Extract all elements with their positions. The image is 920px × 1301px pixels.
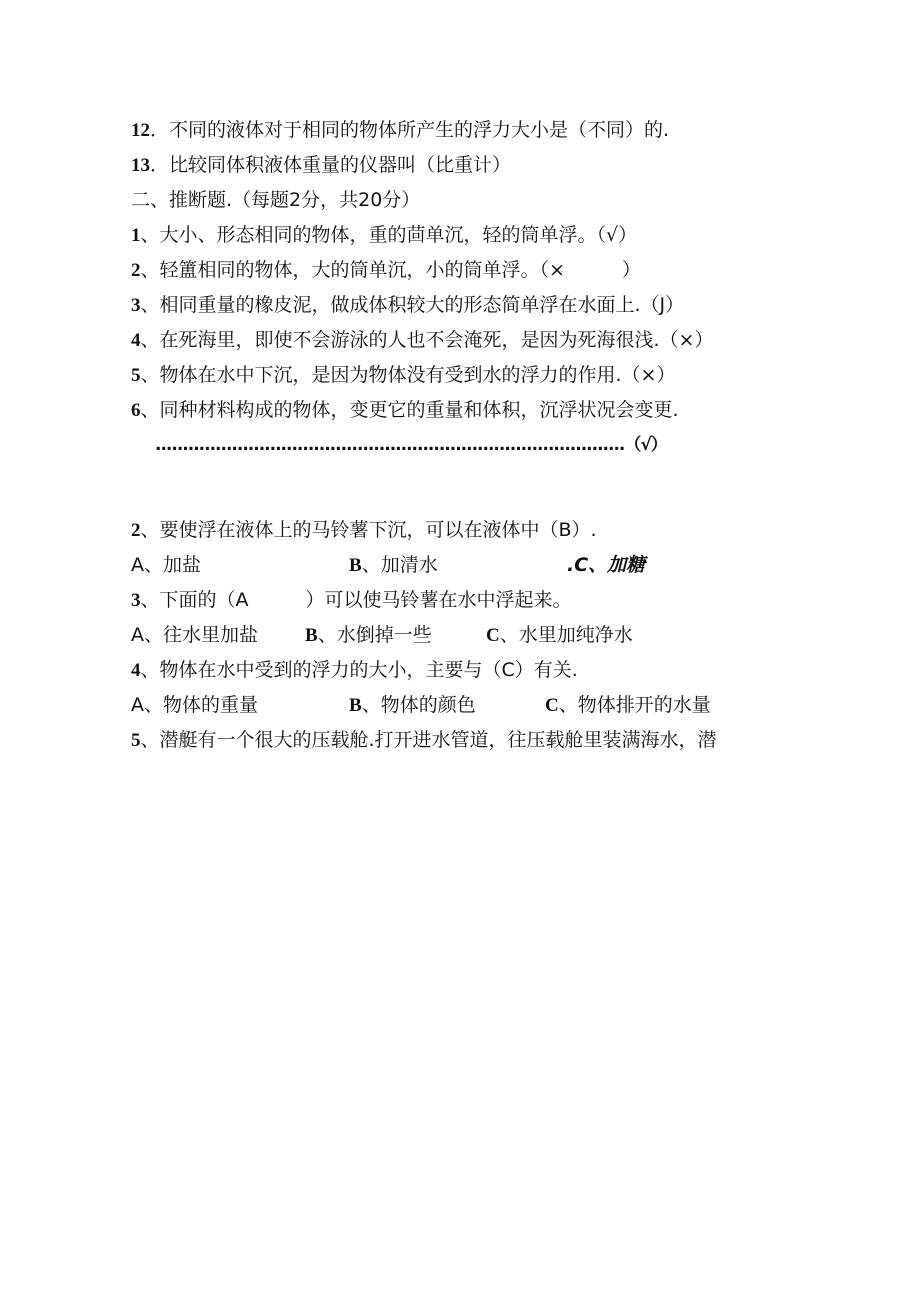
judge-item-4: [131, 327, 713, 354]
item-text: 、轻簠相同的物体，大的筒单沉，小的筒单浮。（× ）: [140, 259, 641, 281]
option-text: 、加清水: [361, 554, 438, 576]
fill-item-12: [131, 117, 669, 144]
option-letter: B: [305, 625, 318, 646]
item-number: 5: [131, 730, 141, 751]
item-number: 6: [131, 400, 141, 421]
item-number: 12: [131, 120, 150, 141]
option-text: 、物体的颜色: [361, 694, 476, 716]
item-text: 、潜艇有一个很大的压载舱.打开进水管道，往压载舱里装满海水，潜: [140, 729, 717, 751]
item-text: ．不同的液体对于相同的物体所产生的浮力大小是（不同）的.: [150, 119, 670, 141]
item-text: 、在死海里，即使不会游泳的人也不会淹死，是因为死海很浅.（×）: [140, 329, 714, 351]
option-c: [545, 692, 711, 719]
fill-item-13: [131, 152, 511, 179]
item-number: 5: [131, 365, 141, 386]
item-text: 、要使浮在液体上的马铃薯下沉，可以在液体中（B）.: [140, 519, 597, 541]
option-text: 、水倒掉一些: [317, 624, 432, 646]
option-letter: B: [349, 695, 362, 716]
choice-item-4: [131, 657, 578, 684]
judge-item-3: [131, 292, 684, 319]
item-text: ．比较同体积液体重量的仪器叫（比重计）: [150, 154, 512, 176]
item-number: 1: [131, 225, 141, 246]
item-number: 4: [131, 660, 141, 681]
judge-item-2: [131, 257, 641, 284]
item-number: 2: [131, 260, 141, 281]
option-b: [349, 552, 438, 579]
choice-item-3-options: [131, 622, 691, 648]
item-number: 4: [131, 330, 141, 351]
judge-item-1: [131, 222, 637, 249]
option-b: [349, 692, 476, 719]
option-b: [305, 622, 432, 649]
option-a: A、往水里加盐: [131, 624, 258, 646]
item-text: 、物体在水中受到的浮力的大小，主要与（C）有关.: [140, 659, 578, 681]
choice-item-4-options: [131, 692, 751, 718]
option-c: [486, 622, 633, 649]
judge-item-6-answer-leader: ......................................................................................（√）: [155, 435, 667, 455]
judge-item-5: [131, 362, 675, 389]
option-text: 、水里加纯净水: [499, 624, 633, 646]
option-a: A、物体的重量: [131, 694, 258, 716]
item-text: 、同种材料构成的物体，变更它的重量和体积，沉浮状况会变更.: [140, 399, 679, 421]
item-number: 2: [131, 520, 141, 541]
item-text: 、物体在水中下沉，是因为物体没有受到水的浮力的作用.（×）: [140, 364, 676, 386]
option-a: A、加盐: [131, 554, 201, 576]
choice-item-5: [131, 727, 717, 754]
choice-item-2-options: [131, 552, 691, 578]
item-text: 、相同重量的橡皮泥，做成体积较大的形态简单浮在水面上.（J）: [140, 294, 685, 316]
item-text: 、下面的（A ）可以使马铃薯在水中浮起来。: [140, 589, 572, 611]
option-text: 、物体排开的水量: [558, 694, 711, 716]
section-heading-judgment: 二、推断题.（每题2分，共20分）: [131, 189, 421, 211]
option-letter: C: [545, 695, 559, 716]
choice-item-2: [131, 517, 597, 544]
option-letter: B: [349, 555, 362, 576]
judge-item-6: [131, 397, 679, 424]
item-number: 3: [131, 590, 141, 611]
item-number: 3: [131, 295, 141, 316]
choice-item-3: [131, 587, 572, 614]
item-text: 、大小、形态相同的物体，重的茴单沉，轻的筒单浮。（√）: [140, 224, 638, 246]
option-c: .C、加糖: [567, 554, 646, 576]
item-number: 13: [131, 155, 150, 176]
option-letter: C: [486, 625, 500, 646]
